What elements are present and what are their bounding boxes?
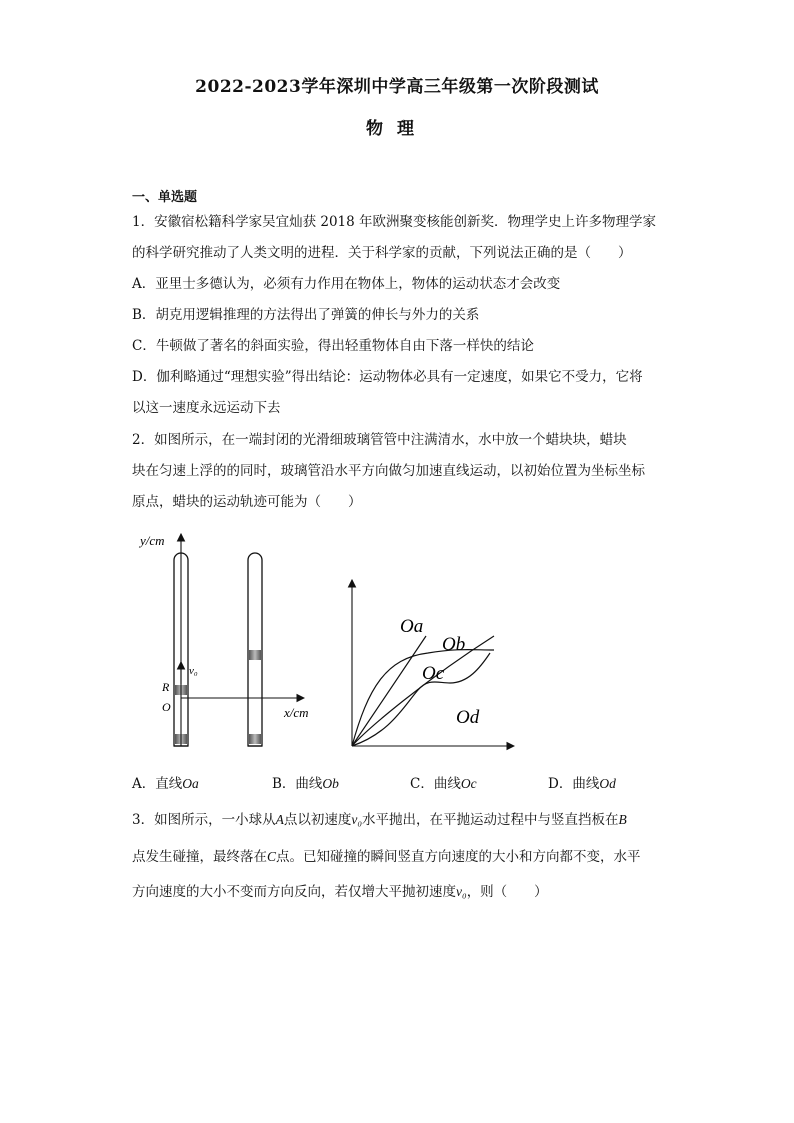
q2-option-c-prefix: C．曲线 [410, 776, 461, 792]
point-C: C [267, 849, 277, 864]
q2-option-d-prefix: D．曲线 [548, 776, 600, 792]
q3-l2-text-a: 点发生碰撞，最终落在 [132, 849, 267, 865]
q2-option-c [410, 772, 477, 792]
q2-stem-line1: 2．如图所示，在一端封闭的光滑细玻璃管管中注满清水，水中放一个蜡块块，蜡块 [132, 432, 627, 448]
y-axis-label: y/cm [140, 533, 165, 548]
q2-stem-line2: 块在匀速上浮的的同时，玻璃管沿水平方向做匀加速直线运动，以初始位置为坐标坐标 [132, 463, 645, 479]
curve-label-Oa: Oa [400, 616, 424, 637]
wax-block-bottom [249, 734, 261, 744]
q2-option-b-prefix: B．曲线 [272, 776, 323, 792]
q3-v0-2: v₀ [456, 884, 467, 899]
q2-stem-line3: 原点，蜡块的运动轨迹可能为（ ） [132, 494, 362, 510]
q2-option-a-name: Oa [182, 776, 199, 791]
exam-title: 2022-2023学年深圳中学高三年级第一次阶段测试 [195, 77, 599, 97]
q1-option-c: C．牛顿做了著名的斜面实验，得出轻重物体自由下落一样快的结论 [132, 338, 534, 354]
point-B: B [618, 812, 627, 827]
v0-label: v₀ [189, 665, 198, 677]
q2-option-a-prefix: A．直线 [132, 776, 183, 792]
q1-option-a: A．亚里士多德认为，必须有力作用在物体上，物体的运动状态才会改变 [132, 276, 561, 292]
q1-stem-line1: 1．安徽宿松籍科学家吴宜灿获 2018 年欧洲聚变核能创新奖．物理学史上许多物理学家 [132, 214, 657, 230]
q3-l1-text-c: 水平抛出，在平抛运动过程中与竖直挡板在 [362, 812, 619, 828]
q2-option-b-name: Ob [322, 776, 339, 791]
curve-Od [352, 653, 490, 746]
q1-option-b: B．胡克用逻辑推理的方法得出了弹簧的伸长与外力的关系 [132, 307, 480, 323]
q1-stem-line2: 的科学研究推动了人类文明的进程．关于科学家的贡献，下列说法正确的是（ ） [132, 245, 632, 261]
glass-tube-2 [248, 553, 262, 746]
curve-label-Oc: Oc [422, 663, 445, 684]
q1-option-d-line2: 以这一速度永远运动下去 [132, 400, 281, 416]
q3-l1-text-a: 3．如图所示，一小球从 [132, 812, 276, 828]
q3-l3-text-b: ，则（ ） [466, 884, 548, 900]
curve-label-Ob: Ob [442, 634, 466, 655]
q3-stem-line3 [132, 882, 548, 902]
q3-l3-text-a: 方向速度的大小不变而方向反向，若仅增大平抛初速度 [132, 884, 456, 900]
point-A: A [275, 812, 284, 827]
q3-stem-line2 [132, 847, 641, 867]
q3-l1-text-b: 点以初速度 [283, 812, 352, 828]
q3-stem-line1 [132, 810, 627, 830]
q3-v0-1: v₀ [351, 812, 363, 827]
q3-l2-text-b: 点。已知碰撞的瞬间竖直方向速度的大小和方向都不变，水平 [276, 849, 641, 865]
curve-label-Od: Od [456, 707, 480, 728]
R-label: R [162, 680, 170, 694]
q2-figure [128, 528, 528, 764]
x-axis-label: x/cm [284, 705, 309, 720]
q1-option-d-line1: D．伽利略通过“理想实验”得出结论：运动物体必具有一定速度，如果它不受力，它将 [132, 369, 643, 385]
q2-option-d [548, 772, 616, 792]
q2-option-d-name: Od [599, 776, 616, 791]
subject-title: 物理 [366, 119, 428, 139]
O-label: O [162, 700, 171, 714]
q2-option-a [132, 772, 199, 792]
q2-option-c-name: Oc [460, 776, 477, 791]
wax-block-upper [249, 650, 261, 660]
q2-option-b [272, 772, 339, 792]
section-heading: 一、单选题 [132, 190, 198, 205]
